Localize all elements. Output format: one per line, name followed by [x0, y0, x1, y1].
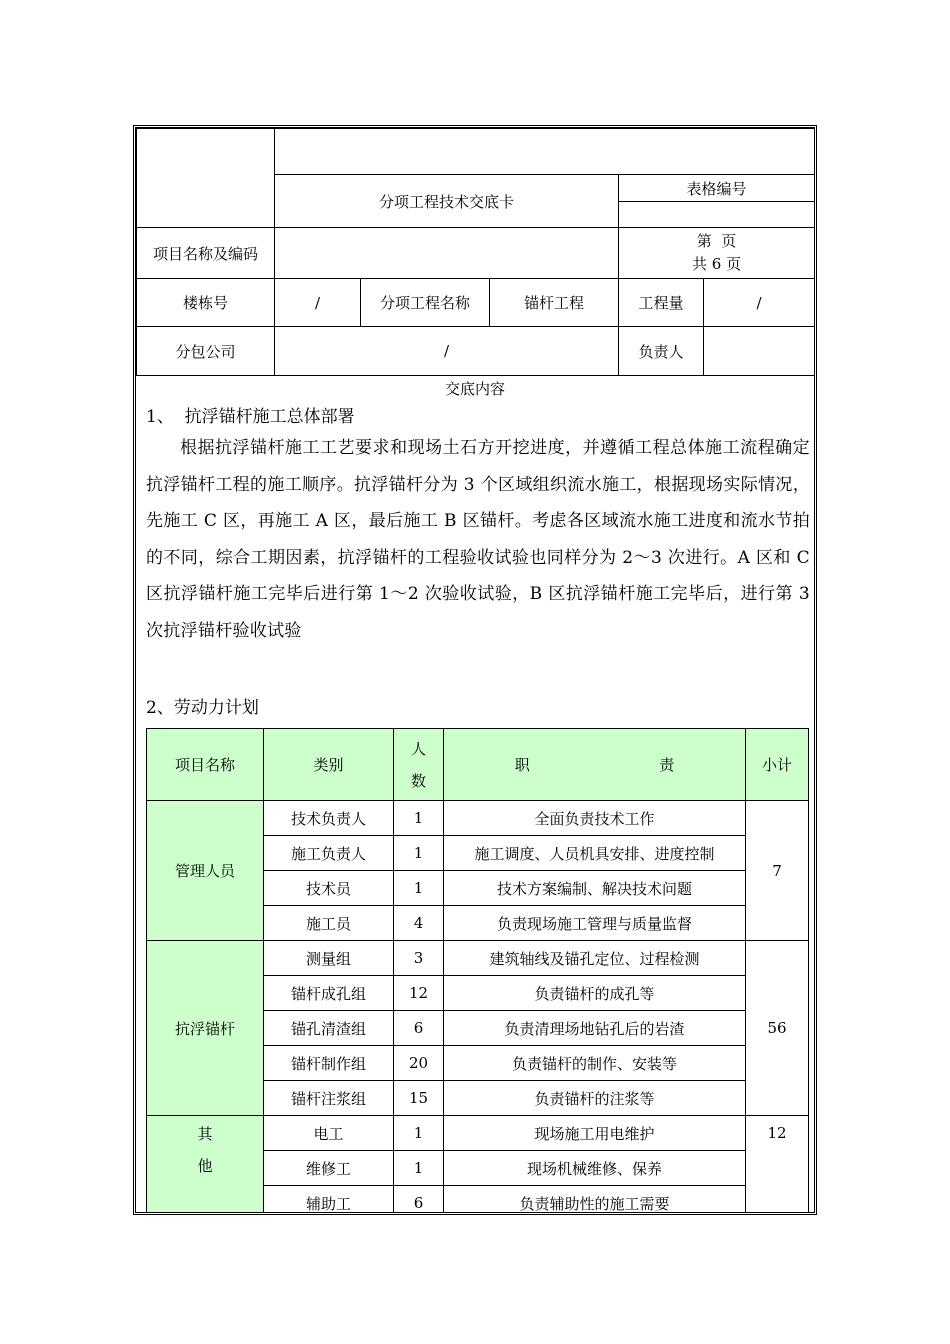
group-name-1: 其 [197, 1125, 213, 1143]
responsible-label: 负责人 [619, 327, 704, 376]
group-name [147, 1116, 264, 1216]
count-cell: 20 [394, 1046, 444, 1081]
section2-heading: 2、劳动力计划 [146, 698, 259, 718]
count-cell: 1 [394, 1151, 444, 1186]
group-name: 抗浮锚杆 [147, 941, 264, 1116]
count-cell: 3 [394, 941, 444, 976]
building-label: 楼栋号 [137, 279, 275, 327]
project-value[interactable] [275, 228, 619, 279]
category-cell: 技术负责人 [264, 801, 394, 836]
logo-cell [137, 129, 275, 228]
company-cell [275, 129, 815, 175]
col-header-duty-1: 职 [514, 756, 530, 774]
subtotal-cell: 56 [746, 941, 809, 1116]
duty-cell: 全面负责技术工作 [444, 801, 746, 836]
category-cell: 锚杆注浆组 [264, 1081, 394, 1116]
header-table [136, 128, 815, 376]
duty-cell: 负责清理场地钻孔后的岩渣 [444, 1011, 746, 1046]
duty-cell: 建筑轴线及锚孔定位、过程检测 [444, 941, 746, 976]
responsible-value[interactable] [704, 327, 815, 376]
page-info [619, 228, 815, 279]
subproject-label: 分项工程名称 [361, 279, 490, 327]
page-label: 第 页 [696, 232, 737, 250]
col-header-count-1: 人 [410, 739, 426, 758]
col-header-count-2: 数 [410, 771, 426, 790]
content-title: 交底内容 [444, 380, 505, 398]
form-no-label: 表格编号 [619, 175, 815, 202]
count-cell: 6 [394, 1186, 444, 1216]
quantity-label: 工程量 [619, 279, 704, 327]
col-header-category: 类别 [264, 729, 394, 801]
count-cell: 4 [394, 906, 444, 941]
category-cell: 锚杆成孔组 [264, 976, 394, 1011]
count-cell: 1 [394, 871, 444, 906]
count-cell: 6 [394, 1011, 444, 1046]
table-row [147, 941, 809, 976]
duty-cell: 负责现场施工管理与质量监督 [444, 906, 746, 941]
labor-plan-table [146, 728, 809, 1215]
subproject-value: 锚杆工程 [490, 279, 619, 327]
count-cell: 12 [394, 976, 444, 1011]
form-no-value[interactable] [619, 202, 815, 228]
col-header-duty [444, 729, 746, 801]
duty-cell: 负责锚杆的注浆等 [444, 1081, 746, 1116]
duty-cell: 负责锚杆的成孔等 [444, 976, 746, 1011]
col-header-subtotal: 小计 [746, 729, 809, 801]
duty-cell: 现场施工用电维护 [444, 1116, 746, 1151]
group-name-2: 他 [197, 1157, 213, 1175]
building-value: / [275, 279, 361, 327]
subtotal-cell: 12 [746, 1116, 809, 1216]
category-cell: 辅助工 [264, 1186, 394, 1216]
count-cell: 1 [394, 836, 444, 871]
subcontractor-label: 分包公司 [137, 327, 275, 376]
document-frame [133, 125, 817, 1215]
duty-cell: 现场机械维修、保养 [444, 1151, 746, 1186]
table-row [147, 801, 809, 836]
count-cell: 1 [394, 1116, 444, 1151]
col-header-duty-2: 责 [659, 756, 675, 774]
subcontractor-value: / [275, 327, 619, 376]
duty-cell: 负责辅助性的施工需要 [444, 1186, 746, 1216]
card-title: 分项工程技术交底卡 [275, 175, 619, 228]
category-cell: 维修工 [264, 1151, 394, 1186]
duty-cell: 技术方案编制、解决技术问题 [444, 871, 746, 906]
category-cell: 锚杆制作组 [264, 1046, 394, 1081]
duty-cell: 施工调度、人员机具安排、进度控制 [444, 836, 746, 871]
category-cell: 锚孔清渣组 [264, 1011, 394, 1046]
category-cell: 电工 [264, 1116, 394, 1151]
category-cell: 施工负责人 [264, 836, 394, 871]
col-header-count [394, 729, 444, 801]
project-label: 项目名称及编码 [137, 228, 275, 279]
count-cell: 1 [394, 801, 444, 836]
subtotal-cell: 7 [746, 801, 809, 941]
duty-cell: 负责锚杆的制作、安装等 [444, 1046, 746, 1081]
quantity-value: / [704, 279, 815, 327]
category-cell: 测量组 [264, 941, 394, 976]
total-pages-label: 共 6 页 [691, 255, 742, 273]
table-row [147, 1116, 809, 1151]
count-cell: 15 [394, 1081, 444, 1116]
group-name: 管理人员 [147, 801, 264, 941]
category-cell: 技术员 [264, 871, 394, 906]
section1-heading: 1、 抗浮锚杆施工总体部署 [146, 407, 355, 427]
section1-paragraph: 根据抗浮锚杆施工工艺要求和现场土石方开挖进度，并遵循工程总体施工流程确定抗浮锚杆工程的施工顺序。抗浮锚杆分为 3 个区域组织流水施工，根据现场实际情况，先施工 C 区，再施工 A 区，最后施工 B 区锚杆。考虑各区域流水施工进度和流水节拍的不同，综合工期因素，抗浮锚杆的工程验收试验也同样分为 2～3 次进行。A 区和 C 区抗浮锚杆施工完毕后进行第 1～2 次验收试验，B 区抗浮锚杆施工完毕后，进行第 3 次抗浮锚杆验收试验 [146, 438, 810, 641]
category-cell: 施工员 [264, 906, 394, 941]
col-header-project: 项目名称 [147, 729, 264, 801]
